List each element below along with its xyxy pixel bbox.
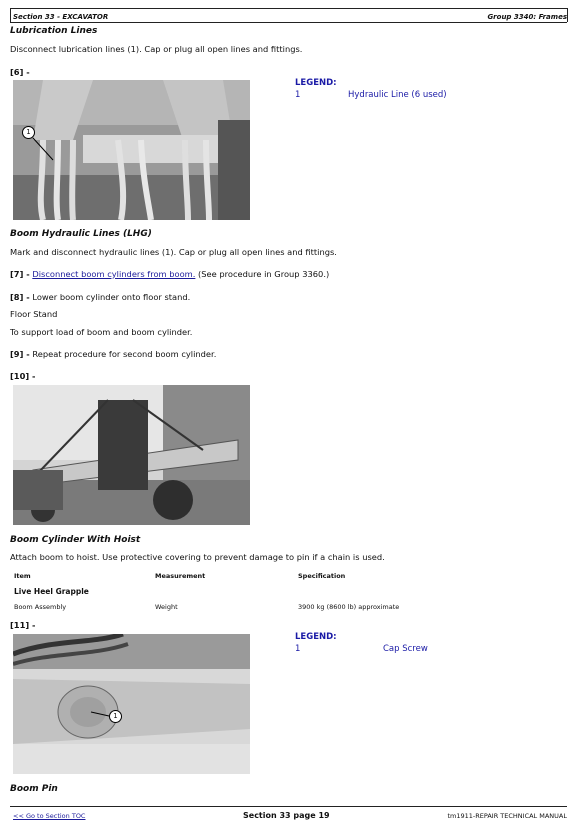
table-header-measurement: Measurement [155, 572, 206, 580]
legend-title: LEGEND: [295, 78, 337, 88]
page-indicator: Section 33 page 19 [243, 811, 330, 820]
callout-1: 1 [22, 126, 35, 139]
table-cell-specification: 3900 kg (8600 lb) approximate [298, 603, 400, 611]
step-11-label: [11] - [10, 620, 36, 630]
legend-title: LEGEND: [295, 632, 337, 642]
hydraulic-lines-photo [13, 80, 250, 220]
boom-pin-title: Boom Pin [10, 784, 58, 794]
support-load-text: To support load of boom and boom cylinder. [10, 327, 193, 337]
step-8-text: Lower boom cylinder onto floor stand. [29, 292, 191, 302]
table-cell-item: Boom Assembly [14, 603, 67, 611]
legend-description: Cap Screw [383, 644, 428, 654]
header-top-rule [10, 8, 567, 9]
boom-hydraulic-lines-title: Boom Hydraulic Lines (LHG) [10, 229, 152, 239]
boom-pin-photo [13, 634, 250, 774]
step-10-label: [10] - [10, 371, 36, 381]
step-9-label: [9] - [10, 349, 30, 359]
header-left-bar [10, 8, 11, 22]
table-group-label: Live Heel Grapple [14, 587, 89, 596]
boom-cylinder-hoist-title: Boom Cylinder With Hoist [10, 535, 141, 545]
table-header-item: Item [14, 572, 31, 580]
footer-rule [10, 806, 567, 807]
step-6-label: [6] - [10, 67, 30, 77]
table-cell-measurement: Weight [155, 603, 178, 611]
header-bottom-rule [10, 22, 567, 23]
boom-hydraulic-lines-text: Mark and disconnect hydraulic lines (1). Cap or plug all open lines and fittings. [10, 247, 337, 257]
header-right-bar [567, 8, 568, 22]
lubrication-lines-title: Lubrication Lines [10, 26, 98, 36]
header-section: Section 33 - EXCAVATOR [13, 13, 109, 21]
disconnect-boom-cylinders-link[interactable]: Disconnect boom cylinders from boom. [32, 269, 196, 279]
legend-description: Hydraulic Line (6 used) [348, 90, 447, 100]
table-header-specification: Specification [298, 572, 346, 580]
legend-number: 1 [295, 90, 301, 100]
step-7-label: [7] - [10, 269, 30, 279]
lubrication-lines-text: Disconnect lubrication lines (1). Cap or plug all open lines and fittings. [10, 44, 303, 54]
floor-stand-label: Floor Stand [10, 309, 58, 319]
boom-hoist-photo [13, 385, 250, 525]
manual-title: tm1911-REPAIR TECHNICAL MANUAL [447, 812, 567, 820]
legend-number: 1 [295, 644, 301, 654]
boom-cylinder-hoist-text: Attach boom to hoist. Use protective covering to prevent damage to pin if a chain is used. [10, 552, 385, 562]
callout-1: 1 [109, 710, 122, 723]
step-9-text: Repeat procedure for second boom cylinder. [29, 349, 217, 359]
step-8-label: [8] - [10, 292, 30, 302]
step-7-reference: (See procedure in Group 3360.) [195, 269, 330, 279]
go-to-section-toc-link[interactable]: << Go to Section TOC [13, 812, 86, 820]
header-group: Group 3340: Frames [487, 13, 567, 21]
